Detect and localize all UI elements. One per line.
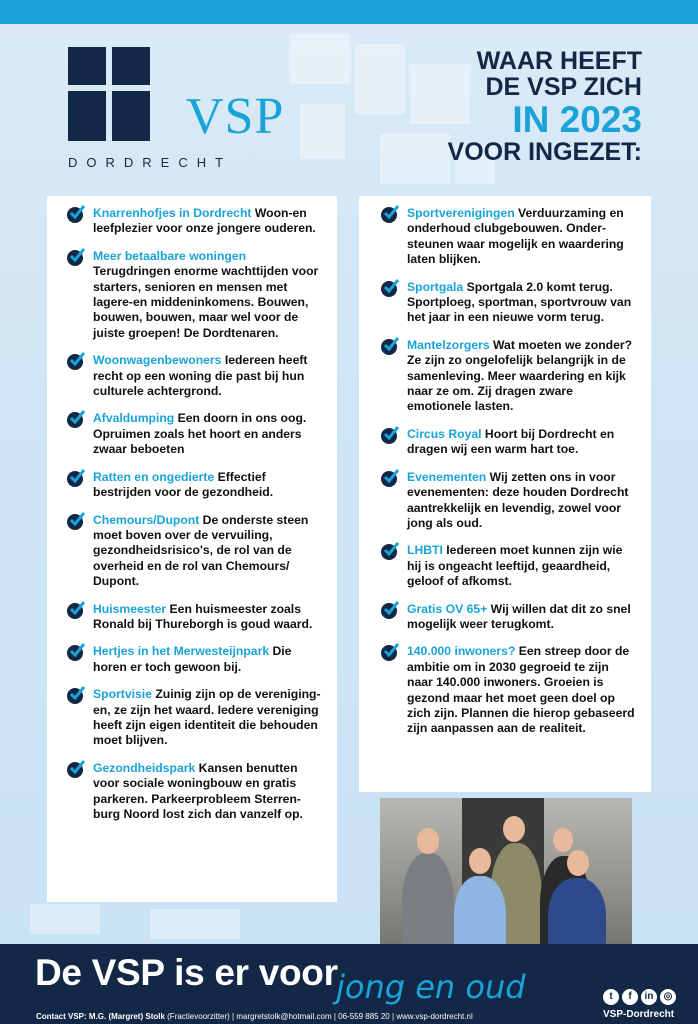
logo-name: VSP — [186, 88, 285, 145]
item-title: Sportvisie — [93, 687, 152, 702]
list-item — [67, 687, 323, 749]
headline-line-2: DE VSP ZICH — [485, 73, 642, 102]
item-title: Woonwagenbewoners — [93, 353, 222, 368]
item-text: Wat moeten we zonder? Ze zijn zo ongelofelijk belangrijk in de samenleving. Meer waardering en kijk naar ze om. Zij dragen zware emotionele lasten. — [407, 337, 633, 414]
checkmark-icon — [381, 603, 397, 619]
checkmark-icon — [381, 281, 397, 297]
item-title: Circus Royal — [407, 426, 482, 441]
vsp-logo — [68, 47, 285, 177]
item-text: Een streep door de ambitie om in 2030 gegroeid te zijn naar 140.000 inwoners. Groeien is gezond maar het moet geen doel op zich zijn. Plannen die hierop gebaseerd zijn aanpassen aan de realiteit. — [407, 644, 635, 736]
footer-contact — [36, 1012, 473, 1021]
item-text: Iedereen heeft recht op een woning die past bij hun culturele achtergrond. — [93, 353, 308, 399]
checkmark-icon — [67, 514, 83, 530]
facebook-icon[interactable]: f — [622, 989, 638, 1005]
list-item — [67, 411, 323, 457]
social-icons — [603, 989, 676, 1005]
item-title: LHBTI — [407, 543, 443, 558]
item-text: Woon-en leefplezier voor onze jongere ouderen. — [93, 206, 316, 236]
top-accent-bar — [0, 0, 698, 24]
item-text: Wij willen dat dit zo snel mogelijk weer terugkomt. — [407, 601, 631, 631]
footer-slogan: De VSP is er voor — [35, 952, 338, 993]
contact-label: Contact VSP: — [36, 1012, 87, 1021]
list-item — [67, 761, 323, 823]
checkmark-icon — [381, 645, 397, 661]
instagram-icon[interactable]: ◎ — [660, 989, 676, 1005]
item-text: Terugdringen enorme wachttijden voor starters, senioren en mensen met lagere-en middeninkomens. Bouwen, bouwen, bouwen, maar wel voor de juiste groepen! De Dordtenaren. — [93, 264, 319, 340]
item-title: Evenementen — [407, 469, 487, 484]
list-item — [67, 353, 323, 399]
headline-year: IN 2023 — [512, 98, 642, 140]
item-text: Hoort bij Dordrecht en dragen wij een warm hart toe. — [407, 426, 615, 457]
item-text: Een huismeester zoals Ronald bij Thureborgh is goud waard. — [93, 601, 313, 631]
item-title: Gezondheidspark — [93, 760, 196, 775]
list-item — [381, 427, 637, 458]
item-title: Mantelzorgers — [407, 337, 490, 352]
item-title: Ratten en ongedierte — [93, 469, 215, 484]
list-item — [67, 602, 323, 633]
checkmark-icon — [381, 544, 397, 560]
item-title: Hertjes in het Merwesteijnpark — [93, 644, 270, 659]
item-text: Verduurzaming en onderhoud clubgebouwen. Onder-steunen waar mogelijk en waardering laten blijken. — [407, 206, 624, 267]
item-title: Chemours/Dupont — [93, 512, 200, 527]
item-text: Sportgala 2.0 komt terug. Sportploeg, sportman, sportvrouw van het jaar in een nieuwe vorm terug. — [407, 279, 632, 325]
footer-slogan-script: jong en oud — [336, 968, 526, 1006]
item-title: 140.000 inwoners? — [407, 644, 516, 659]
checkmark-icon — [381, 428, 397, 444]
checkmark-icon — [67, 688, 83, 704]
item-text: De onderste steen moet boven over de vervuiling, gezondheidsrisico's, de rol van de overheid en de rol van Chemours/ Dupont. — [93, 512, 309, 589]
headline-line-1: WAAR HEEFT — [476, 47, 642, 75]
checkmark-icon — [67, 603, 83, 619]
list-item — [381, 602, 637, 633]
list-item — [381, 338, 637, 415]
contact-name: M.G. (Margret) Stolk — [88, 1012, 165, 1021]
checkmark-icon — [67, 762, 83, 778]
list-item — [381, 206, 637, 268]
item-title: Sportgala — [407, 279, 464, 294]
headline — [448, 48, 642, 166]
checkmark-icon — [67, 250, 83, 266]
item-title: Sportverenigingen — [407, 206, 515, 220]
checkmark-icon — [381, 207, 397, 223]
item-title: Afvaldumping — [93, 411, 175, 426]
twitter-icon[interactable]: t — [603, 989, 619, 1005]
list-item — [381, 543, 637, 589]
item-title: Knarrenhofjes in Dordrecht — [93, 206, 252, 220]
item-text: Die horen er toch gewoon bij. — [93, 644, 292, 674]
item-text: Kansen benutten voor sociale woningbouw en gratis parkeren. Parkeerprobleem Sterren-burg Noord lost zich dan vanzelf op. — [93, 760, 303, 821]
item-title: Huismeester — [93, 601, 167, 616]
headline-line-4: VOOR INGEZET: — [447, 138, 642, 167]
checkmark-icon — [67, 645, 83, 661]
list-item — [67, 249, 323, 341]
item-text: Wij zetten ons in voor evenementen: deze houden Dordrecht aantrekkelijk en levendig, zowel voor jong als oud. — [407, 469, 629, 530]
list-item — [381, 280, 637, 326]
item-text: Een doorn in ons oog. Opruimen zoals het hoort en anders zwaar beboeten — [93, 411, 307, 457]
item-text: Effectief bestrijden voor de gezondheid. — [93, 469, 274, 500]
checkmark-icon — [67, 207, 83, 223]
right-column — [359, 196, 651, 792]
checkmark-icon — [381, 471, 397, 487]
item-text: Iedereen moet kunnen zijn wie hij is ongeacht leeftijd, geaardheid, geloof of afkomst. — [407, 543, 623, 589]
checkmark-icon — [67, 354, 83, 370]
item-title: Gratis OV 65+ — [407, 601, 488, 616]
social-handle: VSP-Dordrecht — [603, 1009, 675, 1020]
linkedin-icon[interactable]: in — [641, 989, 657, 1005]
item-title: Meer betaalbare woningen — [93, 248, 247, 263]
item-text: Zuinig zijn op de vereniging-en, ze zijn het waard. Iedere vereniging heeft zijn eigen identiteit die behouden moet blijven. — [93, 687, 321, 748]
group-photo — [380, 798, 632, 961]
logo-city: DORDRECHT — [68, 155, 233, 170]
list-item — [381, 470, 637, 532]
contact-details: (Fractievoorzitter) | margretstolk@hotmail.com | 06-559 885 20 | www.vsp-dordrecht.nl — [164, 1012, 473, 1021]
checkmark-icon — [67, 471, 83, 487]
list-item — [67, 206, 323, 237]
list-item — [67, 470, 323, 501]
checkmark-icon — [381, 339, 397, 355]
list-item — [381, 644, 637, 736]
checkmark-icon — [67, 412, 83, 428]
left-column — [47, 196, 337, 902]
list-item — [67, 644, 323, 675]
list-item — [67, 513, 323, 590]
